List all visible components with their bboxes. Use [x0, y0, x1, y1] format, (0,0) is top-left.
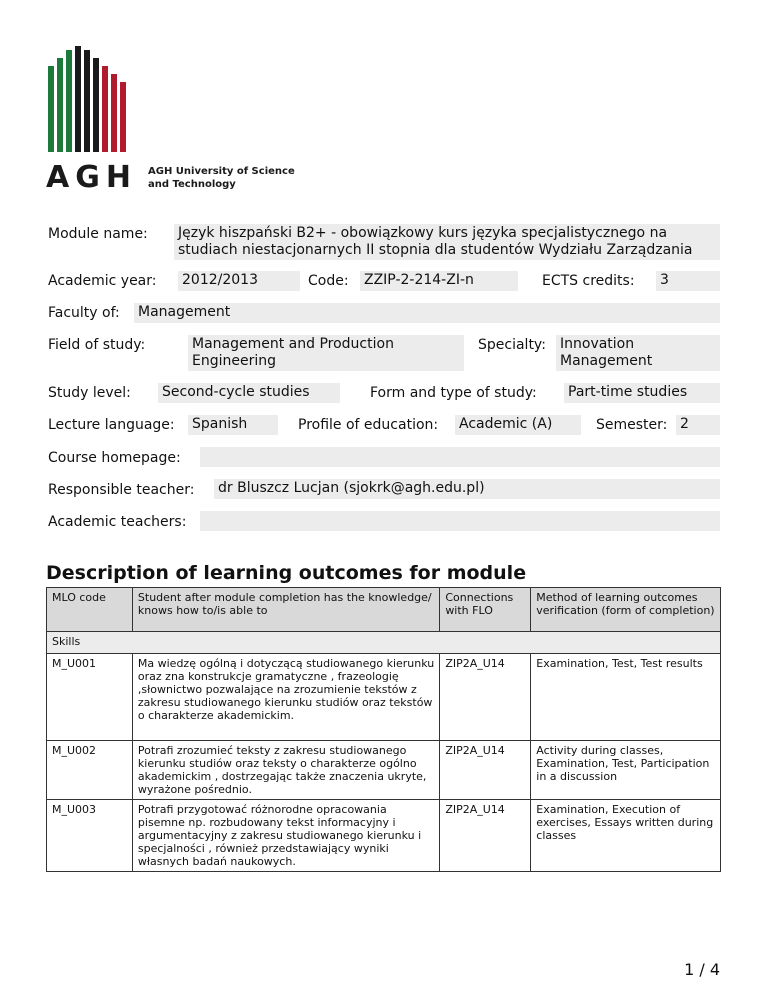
homepage-value — [200, 447, 720, 467]
responsible-label: Responsible teacher: — [48, 482, 195, 498]
row-flo: ZIP2A_U14 — [440, 800, 531, 872]
academic-year-value: 2012/2013 — [178, 271, 300, 291]
ects-label: ECTS credits: — [542, 273, 635, 289]
module-name-label: Module name: — [48, 226, 148, 242]
specialty-label: Specialty: — [478, 337, 546, 353]
row-code: M_U002 — [47, 741, 133, 800]
module-name-line2: studiach niestacjonarnych II stopnia dla studentów Wydziału Zarządzania — [178, 242, 693, 258]
teachers-value — [200, 511, 720, 531]
field-label: Field of study: — [48, 337, 146, 353]
page-number: 1 / 4 — [684, 960, 720, 979]
profile-label: Profile of education: — [298, 417, 439, 433]
field-value — [188, 335, 464, 371]
profile-value: Academic (A) — [455, 415, 581, 435]
table-header-row — [47, 588, 721, 632]
header-method: Method of learning outcomes verification (form of completion) — [531, 588, 721, 632]
ects-value: 3 — [656, 271, 720, 291]
field-line1: Management and Production — [192, 336, 394, 352]
specialty-line2: Management — [560, 353, 653, 369]
teachers-label: Academic teachers: — [48, 514, 187, 530]
module-name-value — [174, 224, 720, 260]
row-description: Ma wiedzę ogólną i dotyczącą studiowanego kierunku oraz zna konstrukcje gramatyczne , frazeologię ,słownictwo pozwalające na zrozumienie tekstów z zakresu studiowanego kierunku studiów oraz tekstów o charakterze akademickim. — [132, 654, 439, 741]
row-description: Potrafi zrozumieć teksty z zakresu studiowanego kierunku studiów oraz teksty o charakterze ogólno akademickim , dostrzegając także znaczenia ukryte, wyrażone pośrednio. — [132, 741, 439, 800]
semester-label: Semester: — [596, 417, 668, 433]
language-value: Spanish — [188, 415, 278, 435]
module-name-line1: Język hiszpański B2+ - obowiązkowy kurs języka specjalistycznego na — [178, 225, 668, 241]
row-flo: ZIP2A_U14 — [440, 654, 531, 741]
code-value: ZZIP-2-214-ZI-n — [360, 271, 518, 291]
table-section-row — [47, 632, 721, 654]
study-level-value: Second-cycle studies — [158, 383, 340, 403]
homepage-label: Course homepage: — [48, 450, 181, 466]
faculty-label: Faculty of: — [48, 305, 120, 321]
learning-outcomes-table — [46, 587, 721, 872]
agh-logo — [44, 44, 304, 194]
section-skills: Skills — [47, 632, 721, 654]
language-label: Lecture language: — [48, 417, 175, 433]
row-code: M_U001 — [47, 654, 133, 741]
form-label: Form and type of study: — [370, 385, 537, 401]
header-mlo-code: MLO code — [47, 588, 133, 632]
form-value: Part-time studies — [564, 383, 720, 403]
table-row — [47, 741, 721, 800]
table-row — [47, 654, 721, 741]
faculty-value: Management — [134, 303, 720, 323]
row-method: Examination, Test, Test results — [531, 654, 721, 741]
header-connections: Connections with FLO — [440, 588, 531, 632]
agh-logo-mark — [44, 44, 134, 152]
section-title: Description of learning outcomes for module — [46, 562, 527, 584]
university-name-line1: AGH University of Science — [148, 166, 295, 177]
row-method: Examination, Execution of exercises, Essays written during classes — [531, 800, 721, 872]
agh-abbr: AGH — [46, 160, 137, 195]
table-row — [47, 800, 721, 872]
row-description: Potrafi przygotować różnorodne opracowania pisemne np. rozbudowany tekst informacyjny i argumentacyjny z zakresu studiowanego kierunku i specjalności , również przedstawiający wyniki własnych badań naukowych. — [132, 800, 439, 872]
field-line2: Engineering — [192, 353, 276, 369]
academic-year-label: Academic year: — [48, 273, 157, 289]
row-code: M_U003 — [47, 800, 133, 872]
row-flo: ZIP2A_U14 — [440, 741, 531, 800]
row-method: Activity during classes, Examination, Test, Participation in a discussion — [531, 741, 721, 800]
header-description: Student after module completion has the knowledge/ knows how to/is able to — [132, 588, 439, 632]
specialty-line1: Innovation — [560, 336, 635, 352]
responsible-value: dr Bluszcz Lucjan (sjokrk@agh.edu.pl) — [214, 479, 720, 499]
study-level-label: Study level: — [48, 385, 131, 401]
university-name-line2: and Technology — [148, 179, 236, 190]
semester-value: 2 — [676, 415, 720, 435]
code-label: Code: — [308, 273, 349, 289]
specialty-value — [556, 335, 720, 371]
